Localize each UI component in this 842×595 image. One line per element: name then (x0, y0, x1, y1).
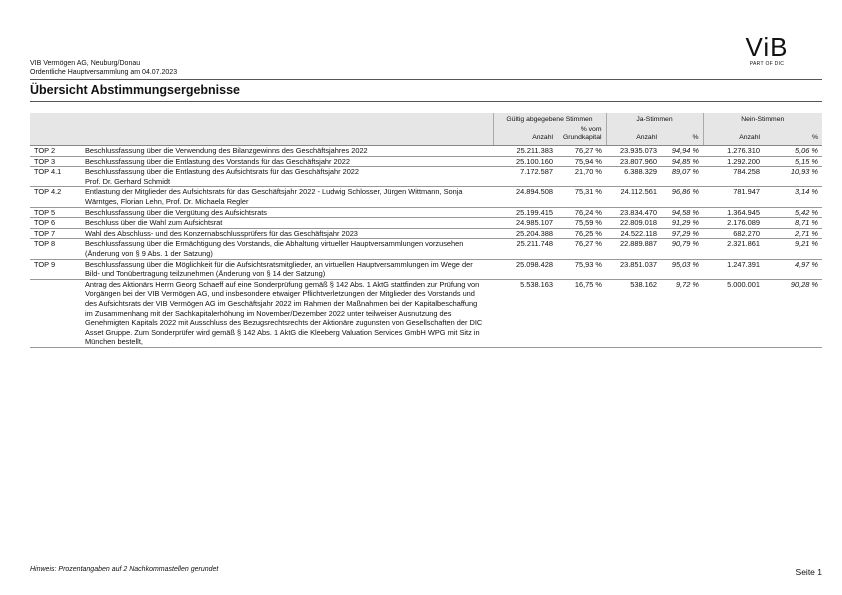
resolution-text (81, 167, 493, 187)
valid-votes: 5.538.163 (493, 279, 557, 347)
col-no-count: Anzahl (703, 126, 764, 146)
yes-votes: 23.935.073 (606, 146, 661, 157)
yes-votes: 24.112.561 (606, 187, 661, 207)
col-yes-count: Anzahl (606, 126, 661, 146)
yes-percent: 94,58 % (661, 207, 703, 218)
col-no-pct: % (764, 126, 822, 146)
yes-percent: 90,79 % (661, 239, 703, 259)
header-rule (30, 79, 822, 80)
valid-votes: 25.211.383 (493, 146, 557, 157)
table-row (30, 279, 822, 347)
header-group-row (30, 113, 822, 126)
no-votes: 5.000.001 (703, 279, 764, 347)
table-row (30, 187, 822, 207)
no-votes: 784.258 (703, 167, 764, 187)
share-of-capital: 21,70 % (557, 167, 606, 187)
resolution-text: Entlastung der Mitglieder des Aufsichtsrats für das Geschäftsjahr 2022 - Ludwig Schlosser, Jürgen Wittmann, Sonja Wärntges, Florian Lehn, Prof. Dr. Michaela Regler (81, 187, 493, 207)
valid-votes: 24.894.508 (493, 187, 557, 207)
resolution-text: Wahl des Abschluss- und des Konzernabschlussprüfers für das Geschäftsjahr 2023 (81, 228, 493, 239)
no-votes: 1.247.391 (703, 259, 764, 279)
no-percent: 5,06 % (764, 146, 822, 157)
no-votes: 781.947 (703, 187, 764, 207)
yes-votes: 22.889.887 (606, 239, 661, 259)
logo-mark: ViB (745, 32, 789, 62)
share-of-capital: 76,24 % (557, 207, 606, 218)
col-share (557, 126, 606, 146)
no-percent: 10,93 % (764, 167, 822, 187)
agenda-item: TOP 9 (30, 259, 81, 279)
resolution-text: Beschlussfassung über die Entlastung des Vorstands für das Geschäftsjahr 2022 (81, 156, 493, 167)
header-yes-votes: Ja-Stimmen (606, 113, 703, 126)
header-no-votes: Nein-Stimmen (703, 113, 822, 126)
no-votes: 2.321.861 (703, 239, 764, 259)
no-votes: 1.292.200 (703, 156, 764, 167)
agenda-item (30, 279, 81, 347)
valid-votes: 25.098.428 (493, 259, 557, 279)
no-percent: 2,71 % (764, 228, 822, 239)
agenda-item: TOP 4.1 (30, 167, 81, 187)
resolution-text: Beschlussfassung über die Möglichkeit für die Aufsichtsratsmitglieder, an virtuellen Hauptversammlungen im Wege der Bild- und Tonübertragung teilzunehmen (Änderung von § 14 der Satzung) (81, 259, 493, 279)
meeting-date: Ordentliche Hauptversammlung am 04.07.2023 (30, 68, 178, 76)
resolution-text: Antrag des Aktionärs Herrn Georg Schaeff auf eine Sonderprüfung gemäß § 142 Abs. 1 AktG stattfinden zur Prüfung von Vorgängen bei der VIB Vermögen AG, und insbesondere etwaiger Pflichtverletzungen der Mitglieder des Vorstands und des Aufsichtsrats der VIB Vermögen AG im Geschäftsjahr 2022 im Rahmen der Maßnahmen bei der Kapitalbeschaffung im Zusammenhang mit der Sachkapitalerhöhung im November/Dezember 2022 unter teilweiser Ausnutzung des Genehmigten Kapitals 2022 mit Ausschluss des Bezugsrechtsrechts der Aktionäre zugunsten von Gesellschaften der DIC Asset Gruppe. Zum Sonderprüfer wird gemäß § 142 Abs. 1 AktG die Kleeberg Valuation Services GmbH WPG mit Sitz in München bestellt, (81, 279, 493, 347)
table-row (30, 167, 822, 187)
table-row (30, 259, 822, 279)
yes-votes: 24.522.118 (606, 228, 661, 239)
yes-percent: 9,72 % (661, 279, 703, 347)
resolution-text: Beschlussfassung über die Verwendung des Bilanzgewinns des Geschäftsjahres 2022 (81, 146, 493, 157)
agenda-item: TOP 5 (30, 207, 81, 218)
share-of-capital: 75,94 % (557, 156, 606, 167)
page-number: Seite 1 (795, 567, 822, 577)
yes-percent: 89,07 % (661, 167, 703, 187)
share-of-capital: 75,59 % (557, 218, 606, 229)
agenda-item: TOP 7 (30, 228, 81, 239)
yes-percent: 94,85 % (661, 156, 703, 167)
table-row (30, 218, 822, 229)
agenda-item: TOP 4.2 (30, 187, 81, 207)
no-percent: 9,21 % (764, 239, 822, 259)
yes-votes: 6.388.329 (606, 167, 661, 187)
yes-percent: 95,03 % (661, 259, 703, 279)
company-name: VIB Vermögen AG, Neuburg/Donau (30, 60, 141, 67)
yes-percent: 97,29 % (661, 228, 703, 239)
board-member-name: Prof. Dr. Gerhard Schmidt (85, 176, 171, 186)
yes-votes: 22.809.018 (606, 218, 661, 229)
table-row (30, 156, 822, 167)
yes-votes: 23.807.960 (606, 156, 661, 167)
no-percent: 3,14 % (764, 187, 822, 207)
share-of-capital: 16,75 % (557, 279, 606, 347)
agenda-item: TOP 3 (30, 156, 81, 167)
title-rule (30, 101, 822, 102)
table-row (30, 239, 822, 259)
agenda-item: TOP 2 (30, 146, 81, 157)
yes-percent: 94,94 % (661, 146, 703, 157)
share-of-capital: 75,93 % (557, 259, 606, 279)
table-row (30, 228, 822, 239)
yes-percent: 91,29 % (661, 218, 703, 229)
col-share-line1: % vom (580, 126, 602, 133)
yes-votes: 23.851.037 (606, 259, 661, 279)
no-votes: 1.276.310 (703, 146, 764, 157)
no-percent: 5,42 % (764, 207, 822, 218)
valid-votes: 25.204.388 (493, 228, 557, 239)
resolution-line: Beschlussfassung über die Entlastung des Aufsichtsrats für das Geschäftsjahr 2022 (85, 167, 360, 177)
col-yes-pct: % (661, 126, 703, 146)
no-percent: 8,71 % (764, 218, 822, 229)
resolution-text: Beschlussfassung über die Vergütung des Aufsichtsrats (81, 207, 493, 218)
col-valid-count: Anzahl (493, 126, 557, 146)
header-blank-2 (30, 126, 493, 146)
voting-results-table (30, 113, 822, 348)
header-blank (30, 113, 493, 126)
vib-logo (740, 34, 794, 67)
yes-percent: 96,86 % (661, 187, 703, 207)
yes-votes: 23.834.470 (606, 207, 661, 218)
document-header (30, 60, 177, 77)
no-votes: 2.176.089 (703, 218, 764, 229)
header-valid-votes: Gültig abgegebene Stimmen (493, 113, 606, 126)
page-title: Übersicht Abstimmungsergebnisse (30, 83, 241, 97)
no-votes: 1.364.945 (703, 207, 764, 218)
agenda-item: TOP 8 (30, 239, 81, 259)
table-row (30, 207, 822, 218)
valid-votes: 25.211.748 (493, 239, 557, 259)
resolution-text: Beschlussfassung über die Ermächtigung des Vorstands, die Abhaltung virtueller Hauptversammlungen vorzusehen (Änderung von § 9 Abs. 1 der Satzung) (81, 239, 493, 259)
no-percent: 4,97 % (764, 259, 822, 279)
share-of-capital: 75,31 % (557, 187, 606, 207)
no-percent: 5,15 % (764, 156, 822, 167)
valid-votes: 25.199.415 (493, 207, 557, 218)
valid-votes: 7.172.587 (493, 167, 557, 187)
share-of-capital: 76,27 % (557, 146, 606, 157)
rounding-note: Hinweis: Prozentangaben auf 2 Nachkommastellen gerundet (30, 566, 219, 573)
share-of-capital: 76,27 % (557, 239, 606, 259)
logo-subtitle: PART OF DIC (749, 61, 785, 67)
valid-votes: 25.100.160 (493, 156, 557, 167)
no-votes: 682.270 (703, 228, 764, 239)
no-percent: 90,28 % (764, 279, 822, 347)
valid-votes: 24.985.107 (493, 218, 557, 229)
agenda-item: TOP 6 (30, 218, 81, 229)
header-column-row (30, 126, 822, 146)
share-of-capital: 76,25 % (557, 228, 606, 239)
table-row (30, 146, 822, 157)
yes-votes: 538.162 (606, 279, 661, 347)
col-share-line2: Grundkapital (562, 134, 602, 141)
resolution-text: Beschluss über die Wahl zum Aufsichtsrat (81, 218, 493, 229)
